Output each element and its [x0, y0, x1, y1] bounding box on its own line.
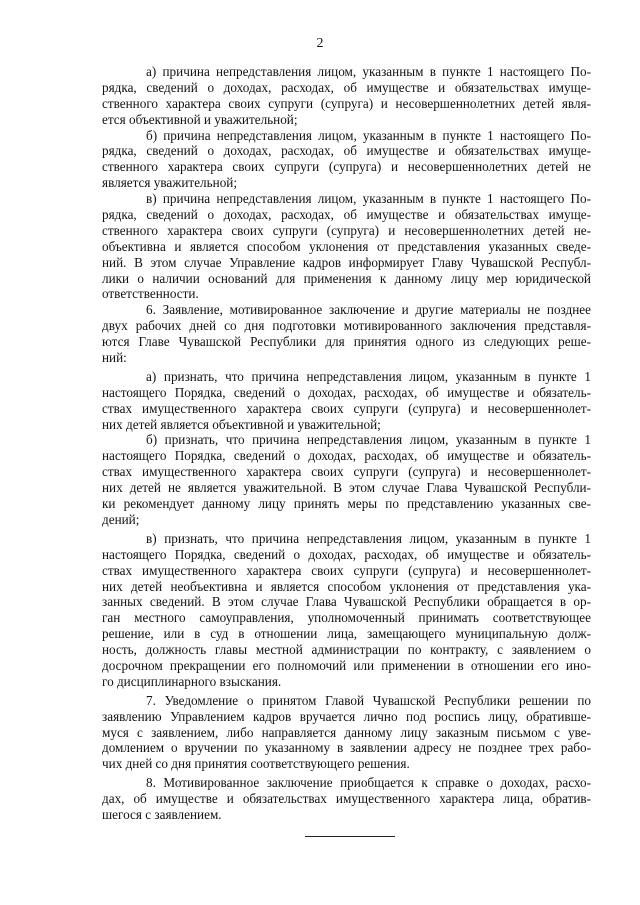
text-line: ется объективной и уважительной;: [102, 111, 298, 127]
text-line: них детей необъективна и является способом уклонения от представления ука-: [102, 578, 591, 594]
text-line: объективна и является способом уклонения от представления указанных сведе-: [102, 238, 591, 254]
text-line: ствах имущественного характера своих супруги (супруга) и несовершеннолет-: [102, 400, 591, 416]
text-line: лики о наличии оснований для применения к данному лицу мер юридической: [102, 270, 591, 286]
text-line: ответственности.: [102, 286, 199, 302]
text-line: настоящего Порядка, сведений о доходах, расходах, об имуществе и обязатель-: [102, 448, 591, 464]
text-line: го дисциплинарного взыскания.: [102, 673, 282, 689]
text-line: решение, или в суд в отношении лица, замещающего муниципальную долж-: [102, 626, 591, 642]
text-line: рядка, сведений о доходах, расходах, об имуществе и обязательствах имуще-: [102, 143, 591, 159]
text-line: б) причина непредставления лицом, указанным в пункте 1 настоящего По-: [146, 127, 591, 143]
text-line: в) причина непредставления лицом, указанным в пункте 1 настоящего По-: [146, 191, 591, 207]
text-line: а) признать, что причина непредставления лицом, указанным в пункте 1: [146, 368, 591, 384]
text-line: ствах имущественного характера своих супруги (супруга) и несовершеннолет-: [102, 562, 591, 578]
text-line: ний:: [102, 350, 127, 366]
text-line: заявлению Управлением кадров вручается лично под роспись лицу, обративше-: [102, 708, 591, 724]
text-line: занных сведений. В этом случае Глава Чувашской Республики обращается в ор-: [102, 594, 591, 610]
text-line: 7. Уведомление о принятом Главой Чувашской Республики решении по: [146, 692, 591, 708]
text-line: ний. В этом случае Управление кадров информирует Главу Чувашской Республ-: [102, 254, 591, 270]
text-line: дений;: [102, 511, 140, 527]
text-line: рядка, сведений о доходах, расходах, об имуществе и обязательствах имуще-: [102, 79, 591, 95]
text-line: рядка, сведений о доходах, расходах, об имуществе и обязательствах имуще-: [102, 207, 591, 223]
end-of-text-rule: [305, 836, 395, 837]
page-number: 2: [316, 36, 324, 51]
text-line: ственного характера своих супруги (супруга) и несовершеннолетних детей не-: [102, 222, 591, 238]
text-line: чих дней со дня принятия соответствующего решения.: [102, 756, 410, 772]
text-line: ственного характера своих супруги (супруга) и несовершеннолетних детей не: [102, 159, 591, 175]
text-line: муся с заявлением, либо направляется данному лицу заказным письмом с уве-: [102, 724, 591, 740]
text-line: досрочном прекращении его полномочий или применении в отношении его ино-: [102, 657, 591, 673]
text-line: шегося с заявлением.: [102, 806, 222, 822]
text-line: ки рекомендует данному лицу принять меры по представлению указанных све-: [102, 496, 591, 512]
text-line: двух рабочих дней со дня подготовки мотивированного заключения представля-: [102, 318, 591, 334]
text-line: домлением о вручении по указанному в заявлении адресу не позднее трех рабо-: [102, 740, 591, 756]
text-line: а) причина непредставления лицом, указанным в пункте 1 настоящего По-: [146, 64, 591, 79]
text-line: 6. Заявление, мотивированное заключение и другие материалы не позднее: [146, 302, 591, 318]
text-line: ются Главе Чувашской Республики для принятия одного из следующих реше-: [102, 334, 591, 350]
document-body: [102, 64, 591, 823]
text-line: дах, об имуществе и обязательствах имущественного характера лица, обратив-: [102, 791, 591, 807]
text-line: настоящего Порядка, сведений о доходах, расходах, об имуществе и обязатель-: [102, 384, 591, 400]
text-line: ган местного самоуправления, уполномоченный принимать соответствующее: [102, 610, 591, 626]
text-line: 8. Мотивированное заключение приобщается к справке о доходах, расхо-: [146, 775, 591, 791]
text-line: настоящего Порядка, сведений о доходах, расходах, об имуществе и обязатель-: [102, 546, 591, 562]
text-line: них детей является объективной и уважительной;: [102, 416, 381, 432]
text-line: ственного характера своих супруги (супруга) и несовершеннолетних детей явля-: [102, 95, 591, 111]
text-line: ствах имущественного характера своих супруги (супруга) и несовершеннолет-: [102, 464, 591, 480]
text-line: в) признать, что причина непредставления лицом, указанным в пункте 1: [146, 530, 591, 546]
text-line: ность, должность главы местной администрации по контракту, с заявлением о: [102, 642, 591, 658]
text-line: является уважительной;: [102, 175, 238, 191]
text-line: б) признать, что причина непредставления лицом, указанным в пункте 1: [146, 432, 591, 448]
text-line: них детей не является уважительной. В этом случае Глава Чувашской Республи-: [102, 480, 591, 496]
